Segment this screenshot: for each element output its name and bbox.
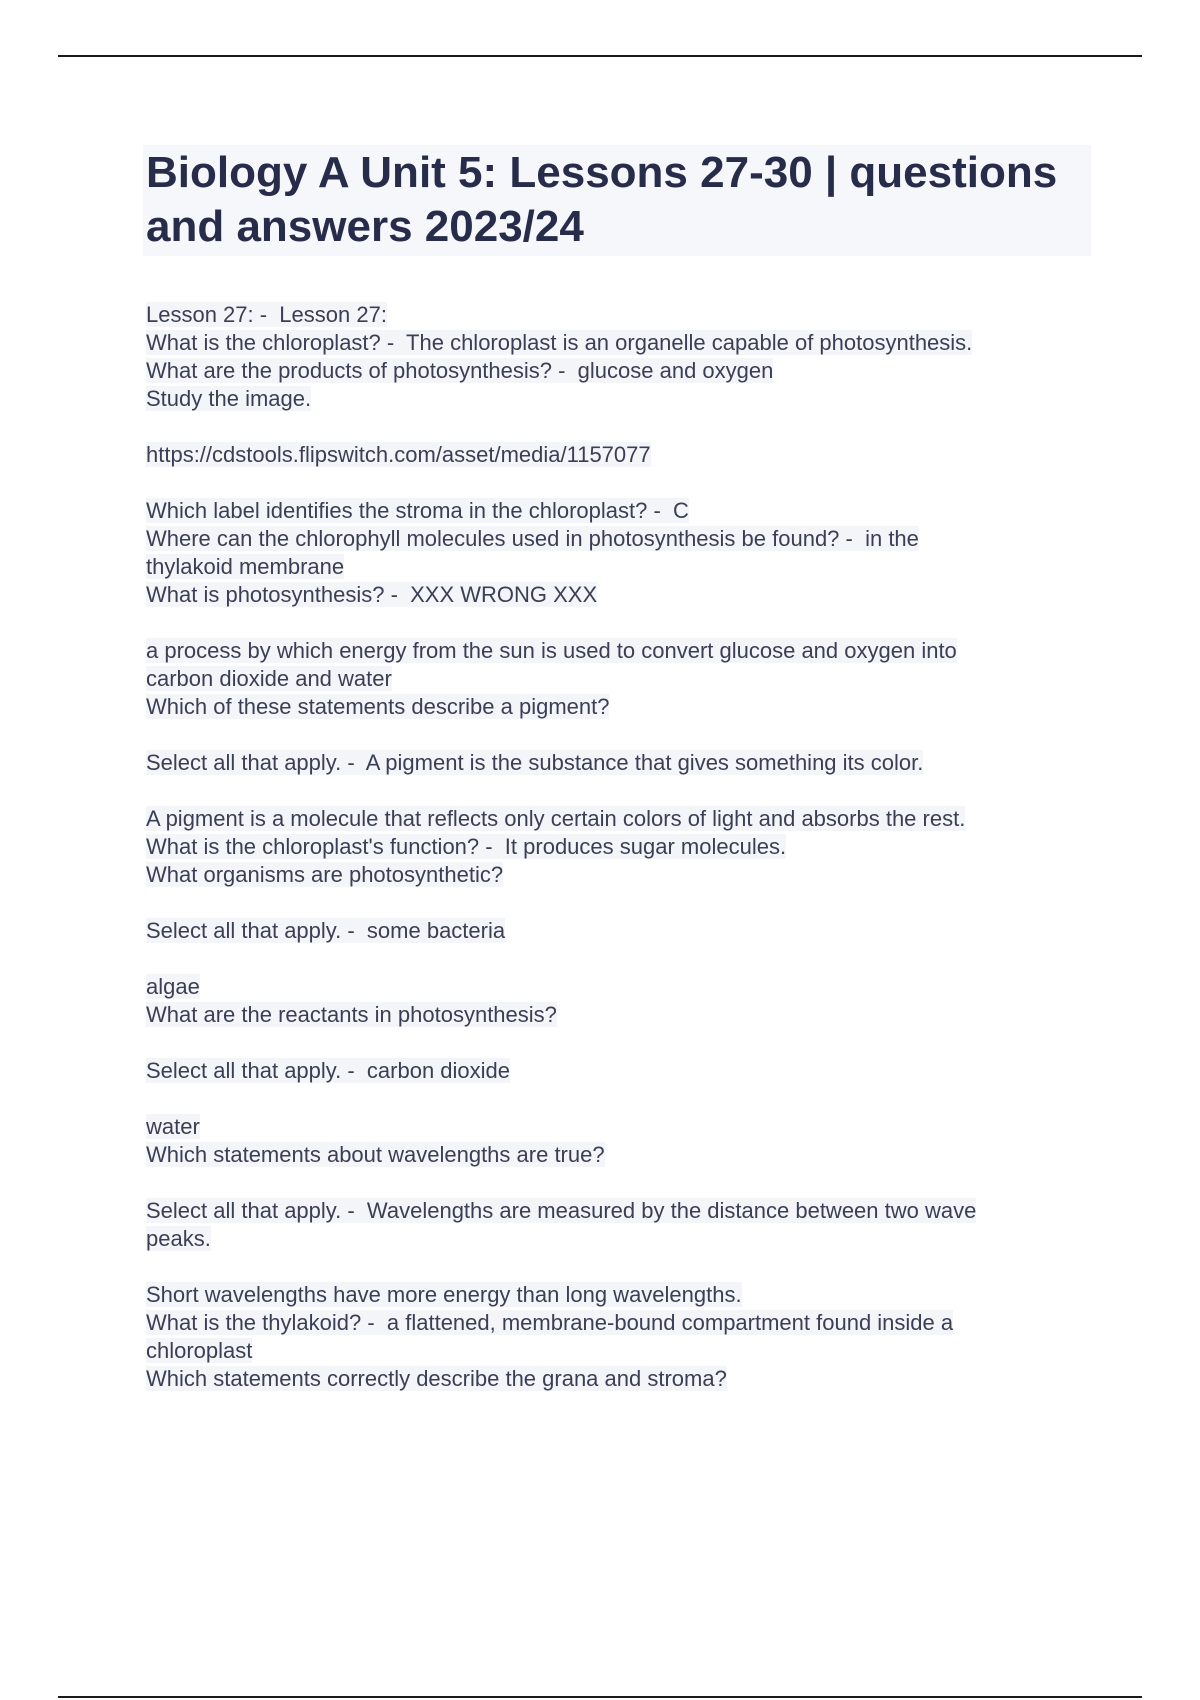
text-line: [146, 833, 1086, 861]
text-line: [146, 385, 1086, 413]
text-line-content: What is the chloroplast's function? - It produces sugar molecules.: [146, 834, 787, 859]
text-line: [146, 861, 1086, 889]
text-line-content: Short wavelengths have more energy than long wavelengths.: [146, 1282, 742, 1307]
text-line: [146, 553, 1086, 581]
blank-line: [146, 1169, 1086, 1197]
text-line: [146, 497, 1086, 525]
text-line-content: water: [146, 1114, 200, 1139]
text-line-content: Study the image.: [146, 386, 312, 411]
text-line-content: What are the products of photosynthesis? - glucose and oxygen: [146, 358, 774, 383]
text-line-content: thylakoid membrane: [146, 554, 345, 579]
blank-line: [146, 721, 1086, 749]
text-line-content: carbon dioxide and water: [146, 666, 392, 691]
text-line-content: A pigment is a molecule that reflects only certain colors of light and absorbs the rest.: [146, 806, 966, 831]
text-line: [146, 1197, 1086, 1225]
text-line-content: Which of these statements describe a pigment?: [146, 694, 610, 719]
text-line: [146, 749, 1086, 777]
text-line-content: https://cdstools.flipswitch.com/asset/media/1157077: [146, 442, 651, 467]
text-line-content: algae: [146, 974, 200, 999]
text-line-content: What is the chloroplast? - The chloroplast is an organelle capable of photosynthesis.: [146, 330, 973, 355]
blank-line: [146, 777, 1086, 805]
text-line-content: Select all that apply. - A pigment is the substance that gives something its color.: [146, 750, 924, 775]
text-line-content: Which label identifies the stroma in the chloroplast? - C: [146, 498, 689, 523]
top-divider: [58, 55, 1142, 57]
qa-content: [146, 301, 1086, 1393]
blank-line: [146, 945, 1086, 973]
document-title: Biology A Unit 5: Lessons 27-30 | questions and answers 2023/24: [146, 148, 1058, 251]
text-line: [146, 693, 1086, 721]
text-line-content: peaks.: [146, 1226, 211, 1251]
text-line-content: Where can the chlorophyll molecules used in photosynthesis be found? - in the: [146, 526, 919, 551]
text-line-content: Select all that apply. - Wavelengths are measured by the distance between two wave: [146, 1198, 977, 1223]
text-line: [146, 525, 1086, 553]
blank-line: [146, 889, 1086, 917]
bottom-divider: [58, 1696, 1142, 1698]
text-line: [146, 1309, 1086, 1337]
text-line-content: Lesson 27: - Lesson 27:: [146, 302, 387, 327]
blank-line: [146, 1085, 1086, 1113]
text-line: [146, 1281, 1086, 1309]
text-line: [146, 1225, 1086, 1253]
text-line-content: Select all that apply. - some bacteria: [146, 918, 506, 943]
text-line-content: chloroplast: [146, 1338, 253, 1363]
text-line: [146, 1113, 1086, 1141]
text-line-content: What is photosynthesis? - XXX WRONG XXX: [146, 582, 598, 607]
text-line: [146, 1365, 1086, 1393]
text-line-content: Select all that apply. - carbon dioxide: [146, 1058, 511, 1083]
text-line-content: What is the thylakoid? - a flattened, membrane-bound compartment found inside a: [146, 1310, 954, 1335]
text-line: [146, 805, 1086, 833]
text-line: [146, 357, 1086, 385]
text-line-content: Which statements about wavelengths are true?: [146, 1142, 605, 1167]
text-line: [146, 637, 1086, 665]
blank-line: [146, 469, 1086, 497]
blank-line: [146, 413, 1086, 441]
text-line: [146, 1001, 1086, 1029]
text-line: [146, 301, 1086, 329]
blank-line: [146, 1029, 1086, 1057]
text-line: [146, 665, 1086, 693]
text-line: [146, 441, 1086, 469]
blank-line: [146, 609, 1086, 637]
text-line: [146, 973, 1086, 1001]
text-line: [146, 1057, 1086, 1085]
text-line: [146, 329, 1086, 357]
text-line-content: a process by which energy from the sun is used to convert glucose and oxygen into: [146, 638, 957, 663]
text-line: [146, 581, 1086, 609]
text-line: [146, 1337, 1086, 1365]
text-line: [146, 917, 1086, 945]
text-line-content: Which statements correctly describe the grana and stroma?: [146, 1366, 727, 1391]
blank-line: [146, 1253, 1086, 1281]
text-line-content: What are the reactants in photosynthesis?: [146, 1002, 557, 1027]
text-line-content: What organisms are photosynthetic?: [146, 862, 504, 887]
text-line: [146, 1141, 1086, 1169]
